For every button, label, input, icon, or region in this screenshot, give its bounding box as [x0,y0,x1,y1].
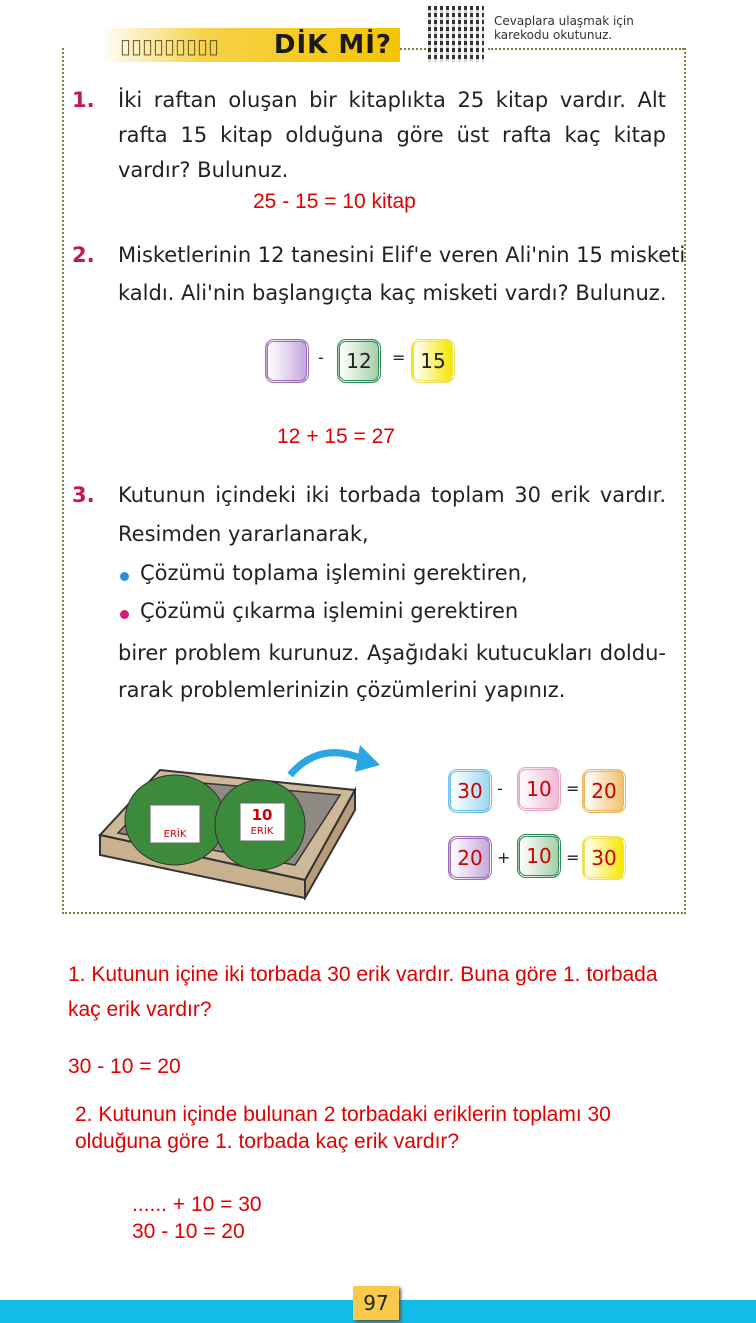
question-number: 1. [72,88,95,112]
divider [488,48,684,50]
answer-text: 25 - 15 = 10 kitap [253,190,416,213]
number-box: 15 [411,339,455,383]
answer-text: ...... + 10 = 30 [132,1193,262,1216]
question-text: vardır? Bulunuz. [118,158,289,182]
operator: - [497,779,503,798]
bullet-text: Çözümü çıkarma işlemini gerektiren [140,599,519,623]
question-text: İki raftan oluşan bir kitaplıkta 25 kitap vardır. Alt [118,88,666,112]
question-number: 2. [72,243,95,267]
bag-label: ERİK [250,826,274,837]
operator: = [566,779,580,798]
operator: - [318,348,324,367]
divider [400,48,430,50]
answer-box[interactable]: 20 [582,769,626,813]
bag-count: 10 [251,806,273,824]
answer-text: 2. Kutunun içinde bulunan 2 torbadaki eriklerin toplamı 30 [75,1103,611,1126]
question-text: Kutunun içindeki iki torbada toplam 30 erik vardır. [118,483,666,507]
qr-note [494,14,634,42]
question-number: 3. [72,483,95,507]
box-of-plums-illustration [90,730,390,900]
operator: = [566,848,580,867]
question-text: rafta 15 kitap olduğuna göre üst rafta kaç kitap [118,123,666,147]
answer-box[interactable]: 10 [517,767,561,811]
section-banner [100,28,400,62]
question-text: rarak problemlerinizin çözümlerini yapınız. [118,678,566,702]
answer-box[interactable]: 30 [582,836,626,880]
answer-box[interactable]: 30 [448,769,492,813]
qr-note-line: karekodu okutunuz. [494,28,613,42]
banner-decoration: ▯▯▯▯▯▯▯▯▯ [120,34,220,58]
answer-text: kaç erik vardır? [68,998,212,1021]
question-text: kaldı. Ali'nin başlangıçta kaç misketi vardı? Bulunuz. [118,281,667,305]
question-text: Misketlerinin 12 tanesini Elif'e veren Ali'nin 15 misketi [118,243,686,267]
answer-box[interactable] [265,339,309,383]
bag-label: ERİK [163,829,187,840]
answer-text: 1. Kutunun içine iki torbada 30 erik vardır. Buna göre 1. torbada [68,963,658,986]
answer-text: 12 + 15 = 27 [277,425,395,448]
bullet-text: Çözümü toplama işlemini gerektiren, [140,561,528,585]
number-box: 12 [337,339,381,383]
operator: = [392,348,406,367]
qr-code-icon[interactable] [428,6,484,62]
bullet-icon [120,610,129,619]
answer-box[interactable]: 10 [517,834,561,878]
bullet-icon [120,572,129,581]
operator: + [497,848,511,867]
page-number: 97 [353,1286,399,1320]
qr-note-line: Cevaplara ulaşmak için [494,14,634,28]
answer-text: olduğuna göre 1. torbada kaç erik vardır? [75,1130,460,1153]
question-text: Resimden yararlanarak, [118,522,369,546]
banner-title: DİK Mİ? [273,30,392,60]
answer-box[interactable]: 20 [448,836,492,880]
answer-text: 30 - 10 = 20 [68,1055,181,1078]
question-text: birer problem kurunuz. Aşağıdaki kutucukları doldu- [118,641,666,665]
answer-text: 30 - 10 = 20 [132,1220,245,1243]
